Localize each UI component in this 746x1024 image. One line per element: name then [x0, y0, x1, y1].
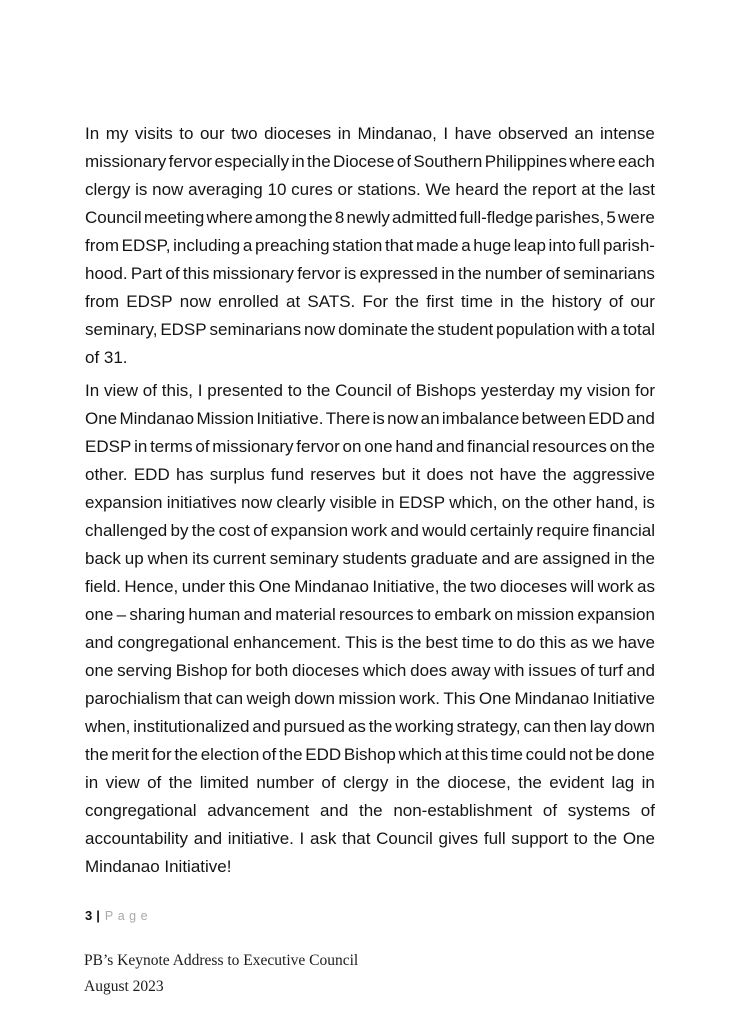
text-line: hood. Part of this missionary fervor is expressed in the number of seminarians [85, 264, 655, 283]
page-word-label: Page [104, 909, 153, 923]
paragraph [85, 377, 655, 881]
text-line: other. EDD has surplus fund reserves but it does not have the aggressive [85, 465, 655, 484]
text-line: one – sharing human and material resources to embark on mission expansion [85, 605, 655, 624]
text-line: field. Hence, under this One Mindanao Initiative, the two dioceses will work as [85, 577, 655, 596]
text-line: from EDSP, including a preaching station that made a huge leap into full parish- [85, 236, 655, 255]
text-line: Mindanao Initiative! [85, 857, 232, 876]
text-line: when, institutionalized and pursued as the working strategy, can then lay down [85, 717, 655, 736]
text-line: One Mindanao Mission Initiative. There is now an imbalance between EDD and [85, 409, 655, 428]
document-body [85, 120, 655, 886]
text-line: back up when its current seminary students graduate and are assigned in the [85, 549, 655, 568]
text-line: of 31. [85, 348, 128, 367]
text-line: clergy is now averaging 10 cures or stations. We heard the report at the last [85, 180, 655, 199]
text-line: one serving Bishop for both dioceses which does away with issues of turf and [85, 661, 655, 680]
text-line: EDSP in terms of missionary fervor on one hand and financial resources on the [85, 437, 655, 456]
text-line: from EDSP now enrolled at SATS. For the first time in the history of our [85, 292, 655, 311]
text-line: In view of this, I presented to the Council of Bishops yesterday my vision for [85, 381, 655, 400]
text-line: and congregational enhancement. This is the best time to do this as we have [85, 633, 655, 652]
text-line: expansion initiatives now clearly visible in EDSP which, on the other hand, is [85, 493, 655, 512]
paragraph [85, 120, 655, 372]
text-line: congregational advancement and the non-establishment of systems of [85, 801, 655, 820]
text-line: Council meeting where among the 8 newly admitted full-fledge parishes, 5 were [85, 208, 655, 227]
text-line: parochialism that can weigh down mission work. This One Mindanao Initiative [85, 689, 655, 708]
text-line: seminary, EDSP seminarians now dominate the student population with a total [85, 320, 655, 339]
page-number-footer [85, 907, 152, 925]
text-line: missionary fervor especially in the Diocese of Southern Philippines where each [85, 152, 655, 171]
text-line: In my visits to our two dioceses in Mindanao, I have observed an intense [85, 124, 655, 143]
text-line: in view of the limited number of clergy in the diocese, the evident lag in [85, 773, 655, 792]
text-line: the merit for the election of the EDD Bishop which at this time could not be done [85, 745, 655, 764]
text-line: accountability and initiative. I ask that Council gives full support to the One [85, 829, 655, 848]
document-footer [84, 948, 358, 1000]
footer-title: PB’s Keynote Address to Executive Council [84, 952, 359, 969]
page-number-separator: | [96, 908, 100, 923]
page-number: 3 [85, 908, 93, 923]
footer-date: August 2023 [84, 978, 164, 995]
text-line: challenged by the cost of expansion work and would certainly require financial [85, 521, 655, 540]
